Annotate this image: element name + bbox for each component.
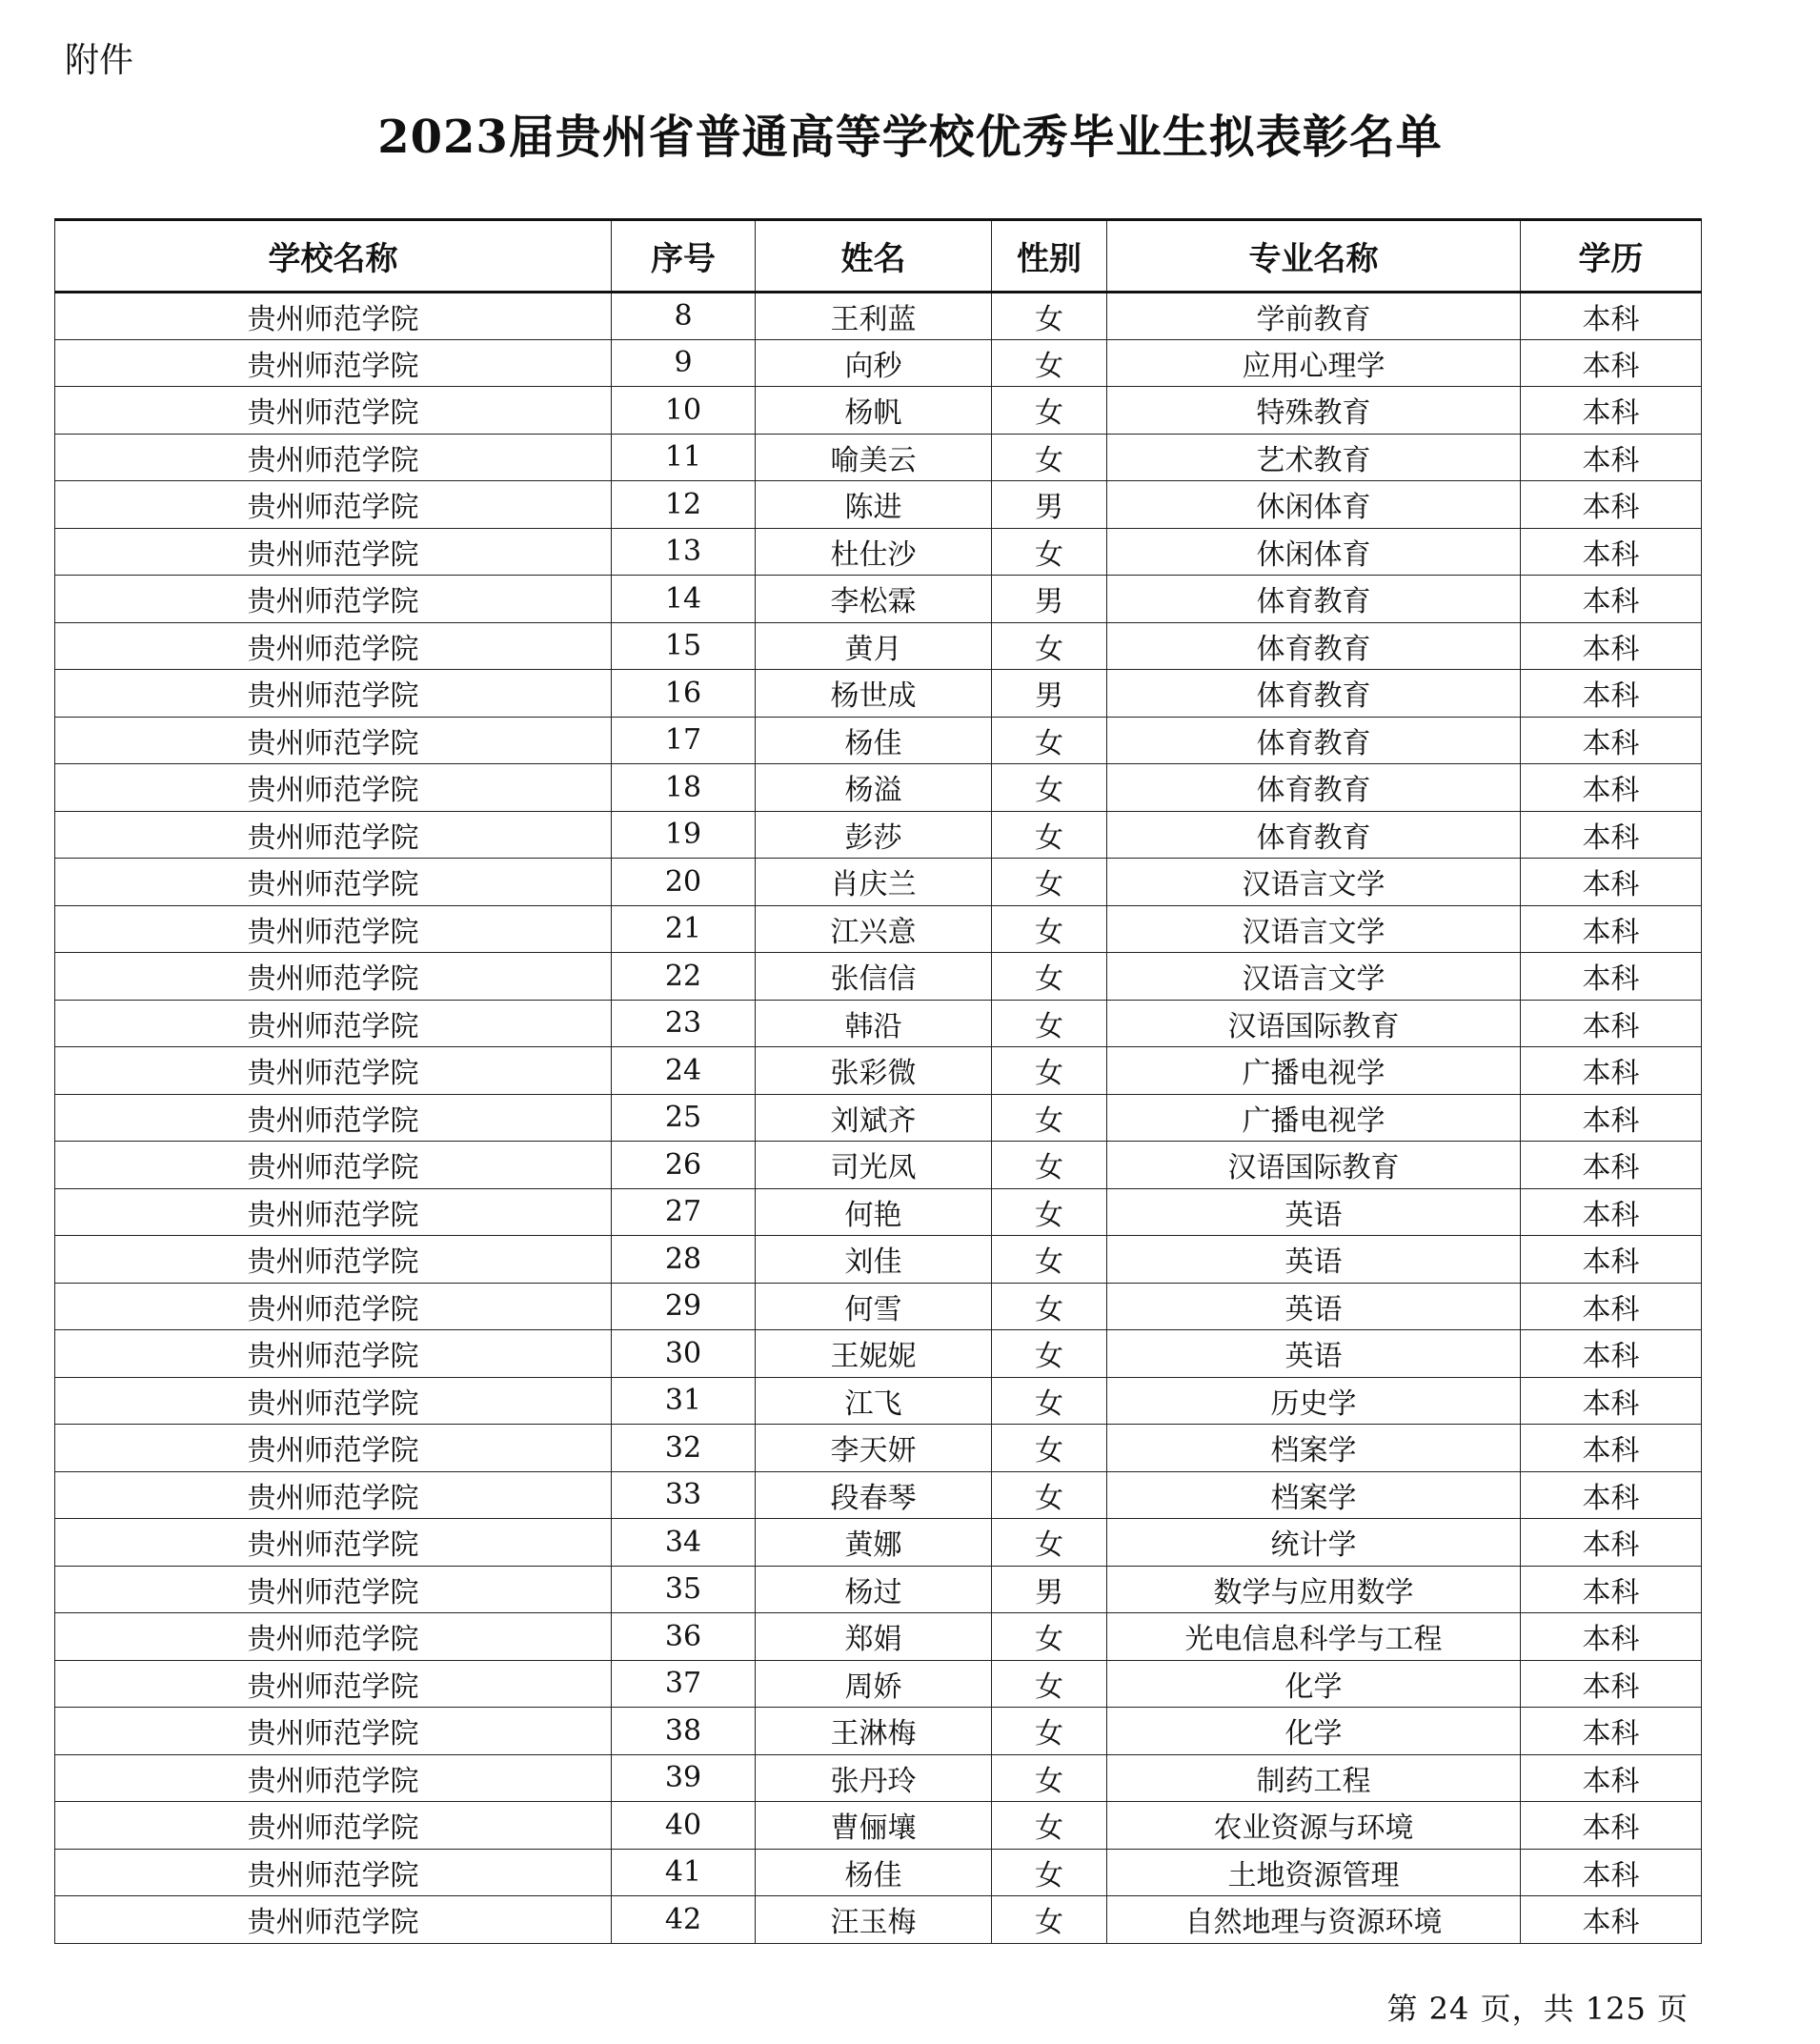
name-cell: 何艳 <box>756 1188 992 1236</box>
number-cell: 16 <box>612 670 756 718</box>
name-cell: 王淋梅 <box>756 1708 992 1755</box>
major-cell: 历史学 <box>1107 1377 1521 1425</box>
major-cell: 特殊教育 <box>1107 387 1521 435</box>
name-cell: 杨帆 <box>756 387 992 435</box>
degree-cell: 本科 <box>1521 859 1702 906</box>
gender-cell: 女 <box>992 1660 1107 1708</box>
number-cell: 31 <box>612 1377 756 1425</box>
school-cell: 贵州师范学院 <box>55 905 612 953</box>
gender-cell: 男 <box>992 670 1107 718</box>
number-cell: 39 <box>612 1754 756 1802</box>
school-cell: 贵州师范学院 <box>55 1613 612 1661</box>
name-cell: 李松霖 <box>756 576 992 623</box>
gender-cell: 男 <box>992 1566 1107 1613</box>
table-row <box>55 1094 1702 1142</box>
degree-cell: 本科 <box>1521 905 1702 953</box>
table-row <box>55 1896 1702 1944</box>
degree-cell: 本科 <box>1521 293 1702 340</box>
number-cell: 10 <box>612 387 756 435</box>
name-cell: 陈进 <box>756 481 992 529</box>
major-cell: 档案学 <box>1107 1425 1521 1472</box>
school-cell: 贵州师范学院 <box>55 1000 612 1047</box>
name-cell: 曹俪壤 <box>756 1802 992 1850</box>
major-cell: 英语 <box>1107 1330 1521 1378</box>
degree-cell: 本科 <box>1521 1047 1702 1095</box>
number-cell: 28 <box>612 1236 756 1284</box>
table-row <box>55 1377 1702 1425</box>
number-cell: 22 <box>612 953 756 1001</box>
name-cell: 向秒 <box>756 339 992 387</box>
gender-cell: 女 <box>992 528 1107 576</box>
school-cell: 贵州师范学院 <box>55 576 612 623</box>
name-cell: 杨世成 <box>756 670 992 718</box>
degree-cell: 本科 <box>1521 576 1702 623</box>
table-row <box>55 576 1702 623</box>
school-cell: 贵州师范学院 <box>55 1471 612 1519</box>
school-cell: 贵州师范学院 <box>55 859 612 906</box>
table-row <box>55 1236 1702 1284</box>
gender-cell: 女 <box>992 434 1107 481</box>
gender-cell: 女 <box>992 1896 1107 1944</box>
document-title: 2023届贵州省普通高等学校优秀毕业生拟表彰名单 <box>377 111 1443 164</box>
name-cell: 江兴意 <box>756 905 992 953</box>
table-header <box>55 220 1702 293</box>
school-cell: 贵州师范学院 <box>55 1236 612 1284</box>
gender-cell: 女 <box>992 1188 1107 1236</box>
name-cell: 喻美云 <box>756 434 992 481</box>
name-cell: 杨过 <box>756 1566 992 1613</box>
gender-cell: 男 <box>992 576 1107 623</box>
degree-cell: 本科 <box>1521 1142 1702 1189</box>
name-cell: 彭莎 <box>756 811 992 859</box>
name-cell: 杨溢 <box>756 764 992 812</box>
degree-cell: 本科 <box>1521 717 1702 764</box>
table-row <box>55 434 1702 481</box>
school-cell: 贵州师范学院 <box>55 764 612 812</box>
school-cell: 贵州师范学院 <box>55 717 612 764</box>
major-cell: 制药工程 <box>1107 1754 1521 1802</box>
table-row <box>55 622 1702 670</box>
number-cell: 25 <box>612 1094 756 1142</box>
table-row <box>55 1519 1702 1567</box>
degree-cell: 本科 <box>1521 1330 1702 1378</box>
gender-cell: 女 <box>992 1283 1107 1330</box>
honoree-table <box>54 218 1702 1944</box>
degree-cell: 本科 <box>1521 1425 1702 1472</box>
table-row <box>55 528 1702 576</box>
major-cell: 化学 <box>1107 1708 1521 1755</box>
number-cell: 23 <box>612 1000 756 1047</box>
table-row <box>55 339 1702 387</box>
name-cell: 司光凤 <box>756 1142 992 1189</box>
major-cell: 广播电视学 <box>1107 1047 1521 1095</box>
table-row <box>55 387 1702 435</box>
name-cell: 周娇 <box>756 1660 992 1708</box>
column-header-major: 专业名称 <box>1107 220 1521 293</box>
table-row <box>55 1471 1702 1519</box>
degree-cell: 本科 <box>1521 387 1702 435</box>
gender-cell: 女 <box>992 1142 1107 1189</box>
major-cell: 农业资源与环境 <box>1107 1802 1521 1850</box>
gender-cell: 女 <box>992 811 1107 859</box>
number-cell: 37 <box>612 1660 756 1708</box>
gender-cell: 女 <box>992 1047 1107 1095</box>
major-cell: 体育教育 <box>1107 764 1521 812</box>
major-cell: 汉语言文学 <box>1107 859 1521 906</box>
school-cell: 贵州师范学院 <box>55 1142 612 1189</box>
table-row <box>55 481 1702 529</box>
school-cell: 贵州师范学院 <box>55 293 612 340</box>
degree-cell: 本科 <box>1521 1000 1702 1047</box>
table-row <box>55 1802 1702 1850</box>
number-cell: 38 <box>612 1708 756 1755</box>
table-row <box>55 293 1702 340</box>
degree-cell: 本科 <box>1521 1754 1702 1802</box>
gender-cell: 女 <box>992 717 1107 764</box>
degree-cell: 本科 <box>1521 1613 1702 1661</box>
major-cell: 档案学 <box>1107 1471 1521 1519</box>
table-row <box>55 1425 1702 1472</box>
name-cell: 江飞 <box>756 1377 992 1425</box>
school-cell: 贵州师范学院 <box>55 1047 612 1095</box>
number-cell: 41 <box>612 1849 756 1896</box>
name-cell: 杜仕沙 <box>756 528 992 576</box>
gender-cell: 男 <box>992 481 1107 529</box>
name-cell: 李天妍 <box>756 1425 992 1472</box>
column-header-number: 序号 <box>612 220 756 293</box>
school-cell: 贵州师范学院 <box>55 1188 612 1236</box>
number-cell: 35 <box>612 1566 756 1613</box>
name-cell: 张彩微 <box>756 1047 992 1095</box>
school-cell: 贵州师范学院 <box>55 1094 612 1142</box>
table-row <box>55 905 1702 953</box>
number-cell: 12 <box>612 481 756 529</box>
school-cell: 贵州师范学院 <box>55 622 612 670</box>
name-cell: 张信信 <box>756 953 992 1001</box>
number-cell: 33 <box>612 1471 756 1519</box>
gender-cell: 女 <box>992 1802 1107 1850</box>
name-cell: 刘佳 <box>756 1236 992 1284</box>
gender-cell: 女 <box>992 1849 1107 1896</box>
name-cell: 郑娟 <box>756 1613 992 1661</box>
name-cell: 黄月 <box>756 622 992 670</box>
name-cell: 汪玉梅 <box>756 1896 992 1944</box>
table-row <box>55 1849 1702 1896</box>
table-row <box>55 1142 1702 1189</box>
major-cell: 艺术教育 <box>1107 434 1521 481</box>
gender-cell: 女 <box>992 1425 1107 1472</box>
gender-cell: 女 <box>992 339 1107 387</box>
degree-cell: 本科 <box>1521 953 1702 1001</box>
degree-cell: 本科 <box>1521 1377 1702 1425</box>
major-cell: 体育教育 <box>1107 670 1521 718</box>
table-row <box>55 1330 1702 1378</box>
degree-cell: 本科 <box>1521 1094 1702 1142</box>
major-cell: 英语 <box>1107 1283 1521 1330</box>
school-cell: 贵州师范学院 <box>55 1896 612 1944</box>
school-cell: 贵州师范学院 <box>55 670 612 718</box>
degree-cell: 本科 <box>1521 434 1702 481</box>
number-cell: 19 <box>612 811 756 859</box>
degree-cell: 本科 <box>1521 1471 1702 1519</box>
gender-cell: 女 <box>992 1471 1107 1519</box>
school-cell: 贵州师范学院 <box>55 1330 612 1378</box>
major-cell: 汉语言文学 <box>1107 953 1521 1001</box>
table-row <box>55 1283 1702 1330</box>
school-cell: 贵州师范学院 <box>55 528 612 576</box>
number-cell: 9 <box>612 339 756 387</box>
gender-cell: 女 <box>992 859 1107 906</box>
number-cell: 17 <box>612 717 756 764</box>
school-cell: 贵州师范学院 <box>55 1566 612 1613</box>
table-row <box>55 1708 1702 1755</box>
number-cell: 42 <box>612 1896 756 1944</box>
gender-cell: 女 <box>992 764 1107 812</box>
number-cell: 40 <box>612 1802 756 1850</box>
table-row <box>55 811 1702 859</box>
major-cell: 体育教育 <box>1107 576 1521 623</box>
school-cell: 贵州师范学院 <box>55 387 612 435</box>
major-cell: 英语 <box>1107 1236 1521 1284</box>
table-row <box>55 859 1702 906</box>
school-cell: 贵州师范学院 <box>55 339 612 387</box>
major-cell: 英语 <box>1107 1188 1521 1236</box>
name-cell: 张丹玲 <box>756 1754 992 1802</box>
major-cell: 体育教育 <box>1107 717 1521 764</box>
number-cell: 8 <box>612 293 756 340</box>
degree-cell: 本科 <box>1521 1519 1702 1567</box>
major-cell: 学前教育 <box>1107 293 1521 340</box>
degree-cell: 本科 <box>1521 1896 1702 1944</box>
column-header-gender: 性别 <box>992 220 1107 293</box>
major-cell: 汉语国际教育 <box>1107 1000 1521 1047</box>
number-cell: 27 <box>612 1188 756 1236</box>
gender-cell: 女 <box>992 1000 1107 1047</box>
number-cell: 36 <box>612 1613 756 1661</box>
name-cell: 刘斌齐 <box>756 1094 992 1142</box>
gender-cell: 女 <box>992 622 1107 670</box>
degree-cell: 本科 <box>1521 1236 1702 1284</box>
degree-cell: 本科 <box>1521 764 1702 812</box>
school-cell: 贵州师范学院 <box>55 1283 612 1330</box>
table-row <box>55 953 1702 1001</box>
major-cell: 化学 <box>1107 1660 1521 1708</box>
major-cell: 汉语国际教育 <box>1107 1142 1521 1189</box>
gender-cell: 女 <box>992 1236 1107 1284</box>
degree-cell: 本科 <box>1521 811 1702 859</box>
school-cell: 贵州师范学院 <box>55 481 612 529</box>
degree-cell: 本科 <box>1521 1660 1702 1708</box>
degree-cell: 本科 <box>1521 622 1702 670</box>
major-cell: 光电信息科学与工程 <box>1107 1613 1521 1661</box>
major-cell: 数学与应用数学 <box>1107 1566 1521 1613</box>
number-cell: 34 <box>612 1519 756 1567</box>
name-cell: 韩沿 <box>756 1000 992 1047</box>
header-row <box>55 220 1702 293</box>
degree-cell: 本科 <box>1521 670 1702 718</box>
gender-cell: 女 <box>992 293 1107 340</box>
gender-cell: 女 <box>992 1613 1107 1661</box>
school-cell: 贵州师范学院 <box>55 811 612 859</box>
page-number: 第 24 页，共 125 页 <box>1386 1991 1689 2027</box>
name-cell: 段春琴 <box>756 1471 992 1519</box>
school-cell: 贵州师范学院 <box>55 1425 612 1472</box>
gender-cell: 女 <box>992 387 1107 435</box>
major-cell: 广播电视学 <box>1107 1094 1521 1142</box>
major-cell: 统计学 <box>1107 1519 1521 1567</box>
name-cell: 王利蓝 <box>756 293 992 340</box>
name-cell: 肖庆兰 <box>756 859 992 906</box>
degree-cell: 本科 <box>1521 1283 1702 1330</box>
table-row <box>55 1188 1702 1236</box>
table-body <box>55 293 1702 1944</box>
table-row <box>55 670 1702 718</box>
number-cell: 14 <box>612 576 756 623</box>
number-cell: 20 <box>612 859 756 906</box>
degree-cell: 本科 <box>1521 1566 1702 1613</box>
name-cell: 杨佳 <box>756 1849 992 1896</box>
school-cell: 贵州师范学院 <box>55 1660 612 1708</box>
gender-cell: 女 <box>992 1519 1107 1567</box>
major-cell: 自然地理与资源环境 <box>1107 1896 1521 1944</box>
name-cell: 黄娜 <box>756 1519 992 1567</box>
gender-cell: 女 <box>992 1330 1107 1378</box>
number-cell: 21 <box>612 905 756 953</box>
attachment-label: 附件 <box>65 41 134 80</box>
gender-cell: 女 <box>992 1708 1107 1755</box>
number-cell: 15 <box>612 622 756 670</box>
gender-cell: 女 <box>992 905 1107 953</box>
number-cell: 18 <box>612 764 756 812</box>
number-cell: 11 <box>612 434 756 481</box>
name-cell: 王妮妮 <box>756 1330 992 1378</box>
degree-cell: 本科 <box>1521 1849 1702 1896</box>
major-cell: 应用心理学 <box>1107 339 1521 387</box>
number-cell: 30 <box>612 1330 756 1378</box>
table-row <box>55 1613 1702 1661</box>
gender-cell: 女 <box>992 1094 1107 1142</box>
number-cell: 29 <box>612 1283 756 1330</box>
degree-cell: 本科 <box>1521 1802 1702 1850</box>
degree-cell: 本科 <box>1521 339 1702 387</box>
table-row <box>55 1047 1702 1095</box>
degree-cell: 本科 <box>1521 528 1702 576</box>
name-cell: 杨佳 <box>756 717 992 764</box>
table-row <box>55 1754 1702 1802</box>
column-header-school: 学校名称 <box>55 220 612 293</box>
degree-cell: 本科 <box>1521 481 1702 529</box>
table-row <box>55 1000 1702 1047</box>
school-cell: 贵州师范学院 <box>55 1754 612 1802</box>
table-row <box>55 717 1702 764</box>
school-cell: 贵州师范学院 <box>55 434 612 481</box>
major-cell: 体育教育 <box>1107 811 1521 859</box>
name-cell: 何雪 <box>756 1283 992 1330</box>
degree-cell: 本科 <box>1521 1708 1702 1755</box>
number-cell: 13 <box>612 528 756 576</box>
table-row <box>55 764 1702 812</box>
major-cell: 休闲体育 <box>1107 528 1521 576</box>
degree-cell: 本科 <box>1521 1188 1702 1236</box>
school-cell: 贵州师范学院 <box>55 1377 612 1425</box>
school-cell: 贵州师范学院 <box>55 1849 612 1896</box>
school-cell: 贵州师范学院 <box>55 1519 612 1567</box>
number-cell: 32 <box>612 1425 756 1472</box>
column-header-name: 姓名 <box>756 220 992 293</box>
major-cell: 休闲体育 <box>1107 481 1521 529</box>
school-cell: 贵州师范学院 <box>55 953 612 1001</box>
gender-cell: 女 <box>992 953 1107 1001</box>
number-cell: 26 <box>612 1142 756 1189</box>
school-cell: 贵州师范学院 <box>55 1802 612 1850</box>
major-cell: 汉语言文学 <box>1107 905 1521 953</box>
table-row <box>55 1566 1702 1613</box>
gender-cell: 女 <box>992 1377 1107 1425</box>
gender-cell: 女 <box>992 1754 1107 1802</box>
school-cell: 贵州师范学院 <box>55 1708 612 1755</box>
column-header-degree: 学历 <box>1521 220 1702 293</box>
major-cell: 体育教育 <box>1107 622 1521 670</box>
table-row <box>55 1660 1702 1708</box>
major-cell: 土地资源管理 <box>1107 1849 1521 1896</box>
number-cell: 24 <box>612 1047 756 1095</box>
